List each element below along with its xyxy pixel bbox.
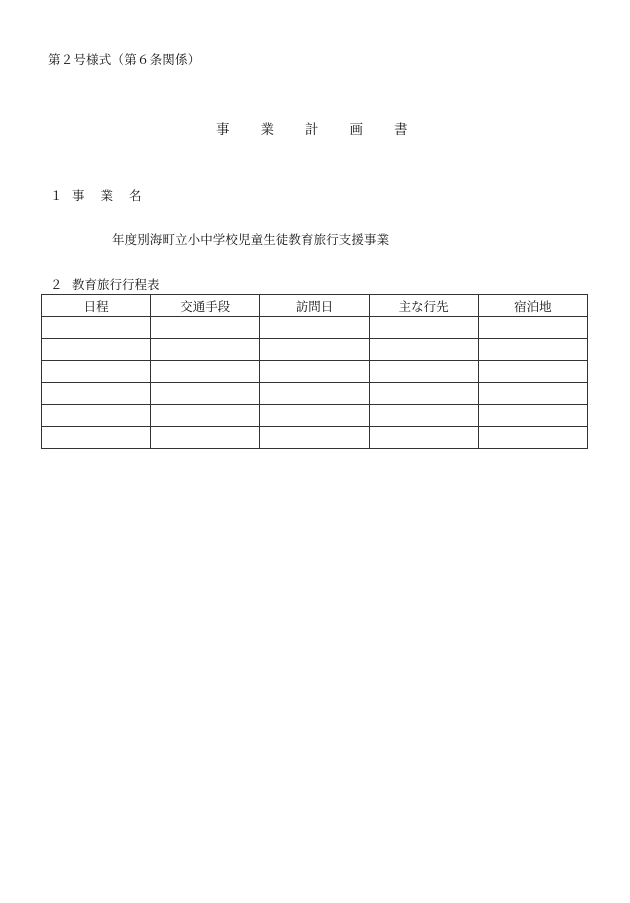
title-char: 画: [349, 122, 363, 138]
table-cell[interactable]: [42, 383, 151, 405]
table-cell[interactable]: [260, 405, 369, 427]
table-cell[interactable]: [42, 427, 151, 449]
table-cell[interactable]: [260, 427, 369, 449]
section-title: 教育旅行行程表: [72, 277, 160, 292]
table-cell[interactable]: [151, 427, 260, 449]
table-cell[interactable]: [260, 339, 369, 361]
table-row: [42, 405, 588, 427]
itinerary-table: [41, 294, 588, 449]
title-char: 書: [394, 122, 408, 138]
table-cell[interactable]: [478, 361, 587, 383]
title-char: 計: [305, 122, 319, 138]
table-row: [42, 339, 588, 361]
table-cell[interactable]: [42, 361, 151, 383]
title-char: 事: [216, 122, 230, 138]
table-cell[interactable]: [260, 383, 369, 405]
table-cell[interactable]: [478, 427, 587, 449]
section-title-char: 名: [129, 188, 142, 203]
table-cell[interactable]: [478, 383, 587, 405]
table-cell[interactable]: [369, 427, 478, 449]
table-cell[interactable]: [260, 317, 369, 339]
table-cell[interactable]: [369, 383, 478, 405]
section-number: １: [50, 188, 63, 203]
table-cell[interactable]: [260, 361, 369, 383]
section-1-heading: [50, 186, 154, 204]
table-cell[interactable]: [369, 317, 478, 339]
column-header-lodging: 宿泊地: [478, 295, 587, 317]
table-cell[interactable]: [151, 317, 260, 339]
table-cell[interactable]: [151, 339, 260, 361]
table-cell[interactable]: [42, 339, 151, 361]
table-row: [42, 427, 588, 449]
column-header-visit-date: 訪問日: [260, 295, 369, 317]
section-title-char: 事: [72, 188, 85, 203]
section-number: ２: [50, 277, 63, 292]
table-cell[interactable]: [151, 383, 260, 405]
title-char: 業: [260, 122, 274, 138]
section-title: [72, 186, 154, 204]
table-cell[interactable]: [42, 317, 151, 339]
table-cell[interactable]: [478, 339, 587, 361]
table-cell[interactable]: [151, 361, 260, 383]
table-row: [42, 361, 588, 383]
column-header-date: 日程: [42, 295, 151, 317]
table-header-row: [42, 295, 588, 317]
table-cell[interactable]: [369, 339, 478, 361]
table-cell[interactable]: [151, 405, 260, 427]
form-number: 第２号様式（第６条関係）: [48, 52, 201, 67]
column-header-destination: 主な行先: [369, 295, 478, 317]
table-row: [42, 383, 588, 405]
column-header-transport: 交通手段: [151, 295, 260, 317]
table-cell[interactable]: [369, 405, 478, 427]
document-title: [216, 118, 408, 138]
table-cell[interactable]: [369, 361, 478, 383]
project-name: 年度別海町立小中学校児童生徒教育旅行支援事業: [112, 232, 390, 247]
section-2-heading: [50, 275, 160, 293]
table-cell[interactable]: [478, 317, 587, 339]
section-title-char: 業: [100, 188, 114, 203]
table-row: [42, 317, 588, 339]
table-cell[interactable]: [42, 405, 151, 427]
table-cell[interactable]: [478, 405, 587, 427]
